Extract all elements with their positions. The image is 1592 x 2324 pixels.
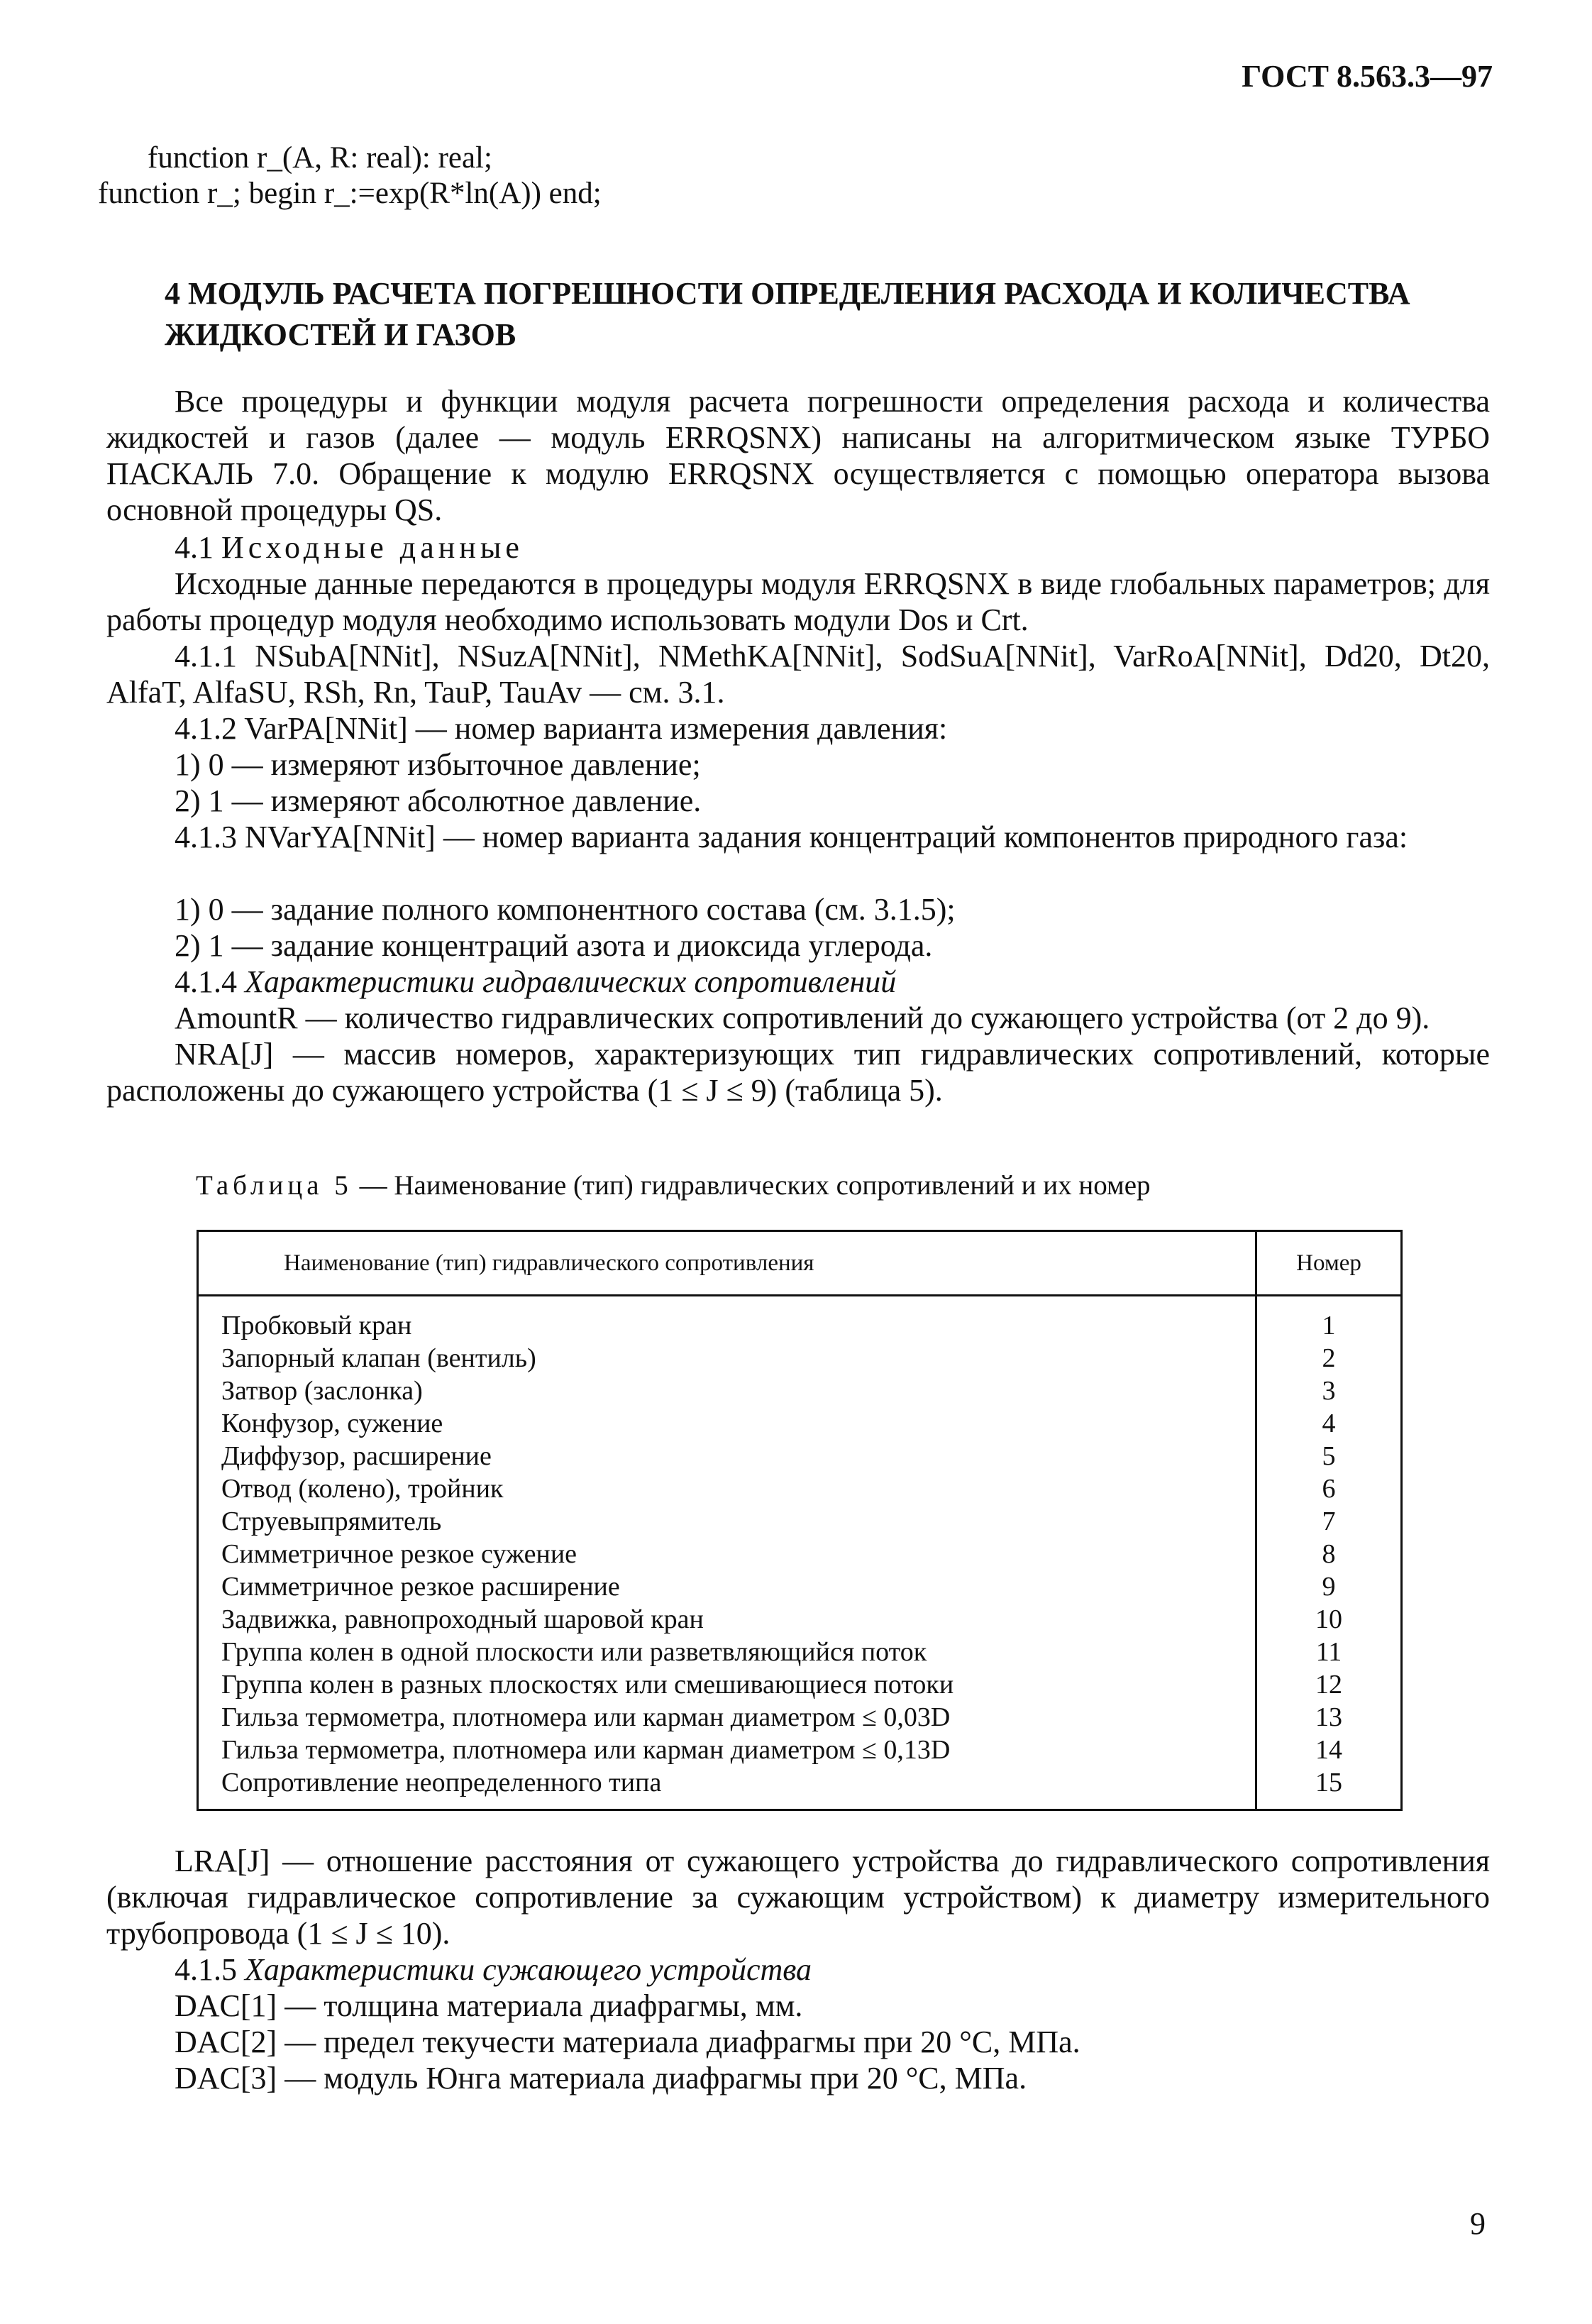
table-row bbox=[198, 1603, 1402, 1636]
table-row bbox=[198, 1375, 1402, 1407]
subsection-number: 4.1 bbox=[175, 530, 214, 565]
row-number: 10 bbox=[1256, 1603, 1402, 1636]
item-4-1-1: 4.1.1 NSubA[NNit], NSuzA[NNit], NMethKA[NNit], SodSuA[NNit], VarRoA[NNit], Dd20, Dt20, AlfaT, AlfaSU, RSh, Rn, TauP, TauAv — см. 3.1. bbox=[106, 639, 1490, 710]
row-name: Группа колен в разных плоскостях или смешивающиеся потоки bbox=[198, 1668, 1256, 1701]
row-number: 13 bbox=[1256, 1701, 1402, 1734]
item-4-1-3-option-2: 2) 1 — задание концентраций азота и диоксида углерода. bbox=[175, 928, 933, 963]
row-name: Струевыпрямитель bbox=[198, 1505, 1256, 1538]
table-row bbox=[198, 1472, 1402, 1505]
table-row bbox=[198, 1668, 1402, 1701]
row-number: 4 bbox=[1256, 1407, 1402, 1440]
table-row bbox=[198, 1440, 1402, 1472]
row-name: Задвижка, равнопроходный шаровой кран bbox=[198, 1603, 1256, 1636]
page-number: 9 bbox=[1470, 2206, 1486, 2241]
row-name: Гильза термометра, плотномера или карман диаметром ≤ 0,13D bbox=[198, 1734, 1256, 1766]
item-4-1-5-title: Характеристики сужающего устройства bbox=[245, 1952, 812, 1987]
row-name: Пробковый кран bbox=[198, 1296, 1256, 1343]
column-header-number: Номер bbox=[1256, 1231, 1402, 1296]
row-name: Запорный клапан (вентиль) bbox=[198, 1342, 1256, 1375]
table-row bbox=[198, 1538, 1402, 1570]
row-number: 8 bbox=[1256, 1538, 1402, 1570]
table-header-row bbox=[198, 1231, 1402, 1296]
row-name: Симметричное резкое расширение bbox=[198, 1570, 1256, 1603]
row-name: Затвор (заслонка) bbox=[198, 1375, 1256, 1407]
row-number: 6 bbox=[1256, 1472, 1402, 1505]
column-header-name: Наименование (тип) гидравлического сопротивления bbox=[198, 1231, 1256, 1296]
row-number: 12 bbox=[1256, 1668, 1402, 1701]
row-number: 14 bbox=[1256, 1734, 1402, 1766]
table-row bbox=[198, 1701, 1402, 1734]
amount-r-definition: AmountR — количество гидравлических сопротивлений до сужающего устройства (от 2 до 9). bbox=[175, 1001, 1430, 1035]
document-code: ГОСТ 8.563.3—97 bbox=[1242, 59, 1493, 94]
subsection-4-1-text: Исходные данные передаются в процедуры модуля ERRQSNX в виде глобальных параметров; для работы процедур модуля необходимо использовать модули Dos и Crt. bbox=[106, 566, 1490, 637]
table-row bbox=[198, 1407, 1402, 1440]
row-number: 11 bbox=[1256, 1636, 1402, 1668]
row-number: 3 bbox=[1256, 1375, 1402, 1407]
row-name: Отвод (колено), тройник bbox=[198, 1472, 1256, 1505]
table-row bbox=[198, 1636, 1402, 1668]
nra-definition: NRA[J] — массив номеров, характеризующих тип гидравлических сопротивлений, которые расположены до сужающего устройства (1 ≤ J ≤ 9) (таблица 5). bbox=[106, 1037, 1490, 1108]
table-5 bbox=[197, 1230, 1403, 1811]
item-4-1-2-title: 4.1.2 VarPA[NNit] — номер варианта измерения давления: bbox=[175, 711, 948, 746]
table-5-label: Таблица 5 bbox=[196, 1170, 353, 1201]
table-row bbox=[198, 1505, 1402, 1538]
table-row bbox=[198, 1296, 1402, 1343]
item-4-1-4-number: 4.1.4 bbox=[175, 964, 237, 999]
item-4-1-4-heading bbox=[175, 964, 896, 1000]
row-name: Группа колен в одной плоскости или разветвляющийся поток bbox=[198, 1636, 1256, 1668]
dac-1-definition: DAC[1] — толщина материала диафрагмы, мм. bbox=[175, 1988, 803, 2023]
table-5-caption bbox=[196, 1169, 1151, 1201]
row-number: 5 bbox=[1256, 1440, 1402, 1472]
row-number: 2 bbox=[1256, 1342, 1402, 1375]
row-number: 7 bbox=[1256, 1505, 1402, 1538]
item-4-1-3-title: 4.1.3 NVarYA[NNit] — номер варианта задания концентраций компонентов природного газа: bbox=[175, 820, 1408, 854]
item-4-1-5-heading bbox=[175, 1951, 812, 1988]
subsection-4-1-heading bbox=[175, 529, 524, 566]
row-number: 15 bbox=[1256, 1766, 1402, 1810]
subsection-title: Исходные данные bbox=[221, 530, 524, 565]
row-name: Гильза термометра, плотномера или карман диаметром ≤ 0,03D bbox=[198, 1701, 1256, 1734]
row-number: 9 bbox=[1256, 1570, 1402, 1603]
code-line-1: function r_(A, R: real): real; bbox=[148, 141, 492, 175]
lra-definition: LRA[J] — отношение расстояния от сужающего устройства до гидравлического сопротивления (включая гидравлическое сопротивление за сужающим устройством) к диаметру измерительного трубопровода (1 ≤ J ≤ 10). bbox=[106, 1844, 1490, 1951]
dac-2-definition: DAC[2] — предел текучести материала диафрагмы при 20 °С, МПа. bbox=[175, 2025, 1080, 2059]
table-row bbox=[198, 1766, 1402, 1810]
row-name: Конфузор, сужение bbox=[198, 1407, 1256, 1440]
item-4-1-3-option-1: 1) 0 — задание полного компонентного состава (см. 3.1.5); bbox=[175, 892, 956, 927]
item-4-1-2-option-2: 2) 1 — измеряют абсолютное давление. bbox=[175, 783, 702, 818]
row-name: Симметричное резкое сужение bbox=[198, 1538, 1256, 1570]
row-name: Сопротивление неопределенного типа bbox=[198, 1766, 1256, 1810]
row-number: 1 bbox=[1256, 1296, 1402, 1343]
table-5-caption-text: — Наименование (тип) гидравлических сопротивлений и их номер bbox=[352, 1170, 1151, 1201]
row-name: Диффузор, расширение bbox=[198, 1440, 1256, 1472]
item-4-1-5-number: 4.1.5 bbox=[175, 1952, 237, 1987]
table-row bbox=[198, 1342, 1402, 1375]
item-4-1-2-option-1: 1) 0 — измеряют избыточное давление; bbox=[175, 747, 701, 782]
table-row bbox=[198, 1734, 1402, 1766]
code-line-2: function r_; begin r_:=exp(R*ln(A)) end; bbox=[98, 177, 602, 210]
section-heading: 4 МОДУЛЬ РАСЧЕТА ПОГРЕШНОСТИ ОПРЕДЕЛЕНИЯ РАСХОДА И КОЛИЧЕСТВА ЖИДКОСТЕЙ И ГАЗОВ bbox=[165, 276, 1410, 352]
dac-3-definition: DAC[3] — модуль Юнга материала диафрагмы при 20 °С, МПа. bbox=[175, 2061, 1027, 2096]
intro-paragraph: Все процедуры и функции модуля расчета погрешности определения расхода и количества жидкостей и газов (далее — модуль ERRQSNX) написаны на алгоритмическом языке ТУРБО ПАСКАЛЬ 7.0. Обращение к модулю ERRQSNX осуществляется с помощью оператора вызова основной процедуры QS. bbox=[106, 384, 1490, 527]
item-4-1-4-title: Характеристики гидравлических сопротивлений bbox=[245, 964, 897, 999]
table-row bbox=[198, 1570, 1402, 1603]
